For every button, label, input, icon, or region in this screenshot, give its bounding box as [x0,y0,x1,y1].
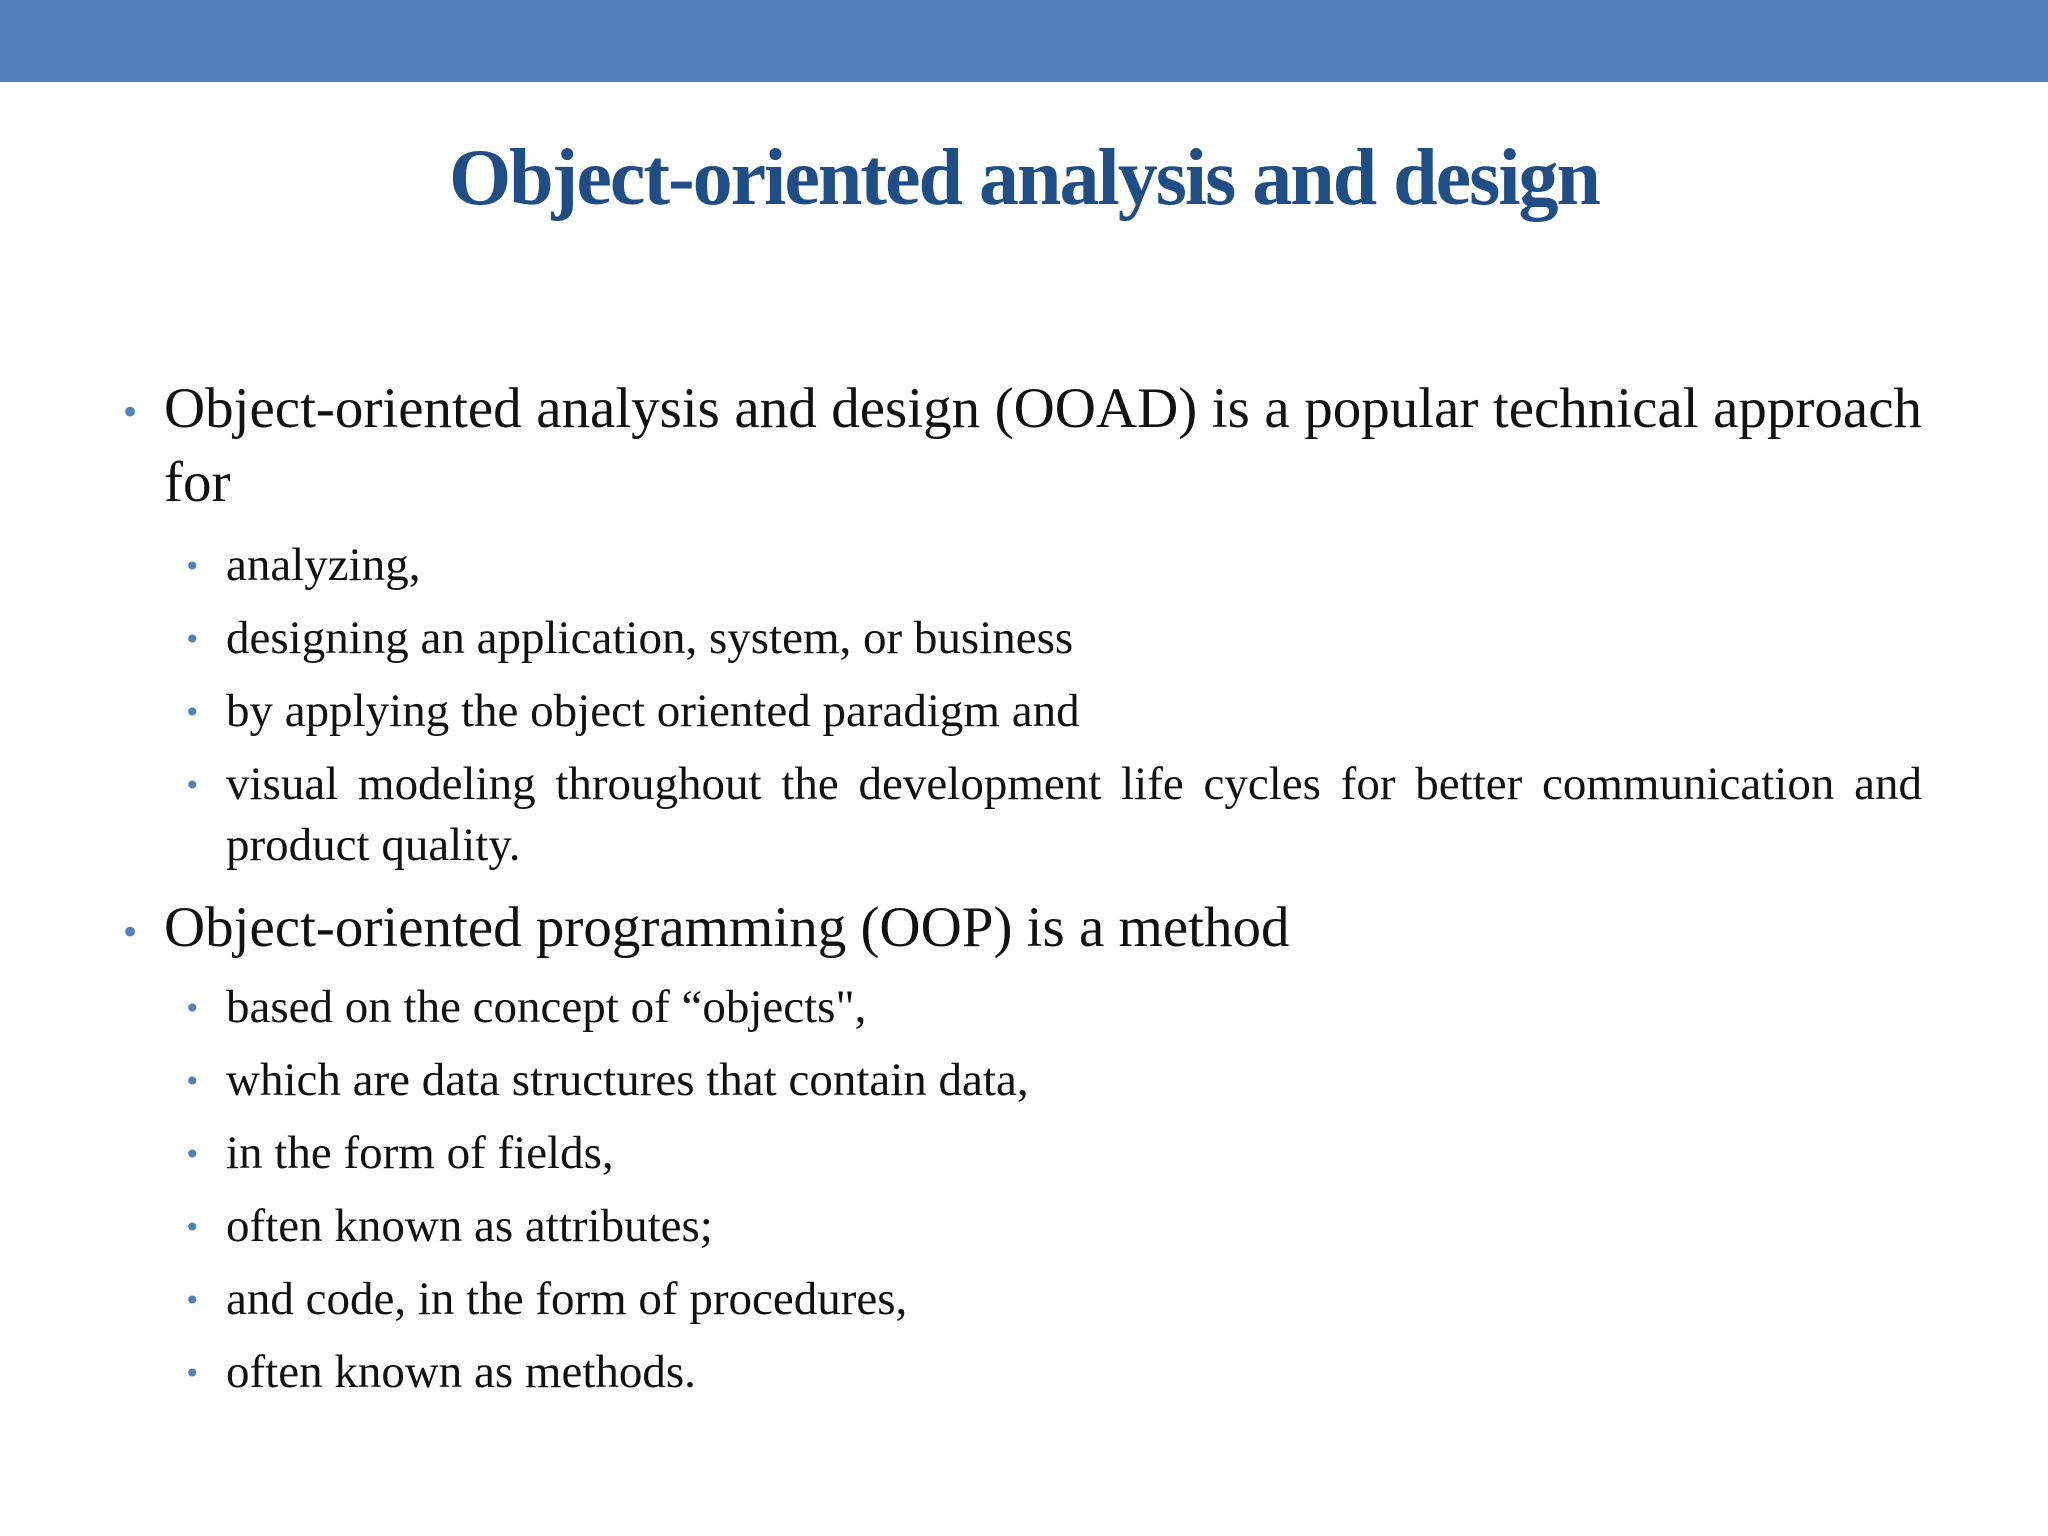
sub-bullet-icon: • [184,550,201,583]
sub-bullet-icon: • [184,992,201,1025]
sub-bullet-icon: • [184,769,201,802]
sub-bullet-icon: • [184,623,201,656]
list-item: often known as methods. [226,1346,696,1398]
list-item: often known as attributes; [226,1200,713,1252]
sub-bullet-icon: • [184,696,201,729]
list-item: visual modeling throughout the development life cycles for better communication and product quality. [226,758,1922,871]
list-item: designing an application, system, or business [226,612,1074,664]
header-bar [0,0,2048,82]
bullet-ooad: Object-oriented analysis and design (OOAD) is a popular technical approach for [164,377,1922,514]
sub-bullet-icon: • [184,1357,201,1390]
slide-title: Object-oriented analysis and design [448,134,1600,222]
sub-bullet-icon: • [184,1065,201,1098]
list-item: in the form of fields, [226,1127,614,1179]
list-item: by applying the object oriented paradigm and [226,685,1080,737]
list-item: analyzing, [226,539,421,591]
bullet-oop: Object-oriented programming (OOP) is a method [164,896,1290,959]
sub-bullet-icon: • [184,1284,201,1317]
list-item: based on the concept of “objects", [226,981,867,1033]
list-item: which are data structures that contain data, [226,1054,1029,1106]
list-item: and code, in the form of procedures, [226,1273,908,1325]
bullet-icon: • [120,913,141,953]
sub-bullet-icon: • [184,1211,201,1244]
bullet-icon: • [120,393,141,433]
sub-bullet-icon: • [184,1138,201,1171]
